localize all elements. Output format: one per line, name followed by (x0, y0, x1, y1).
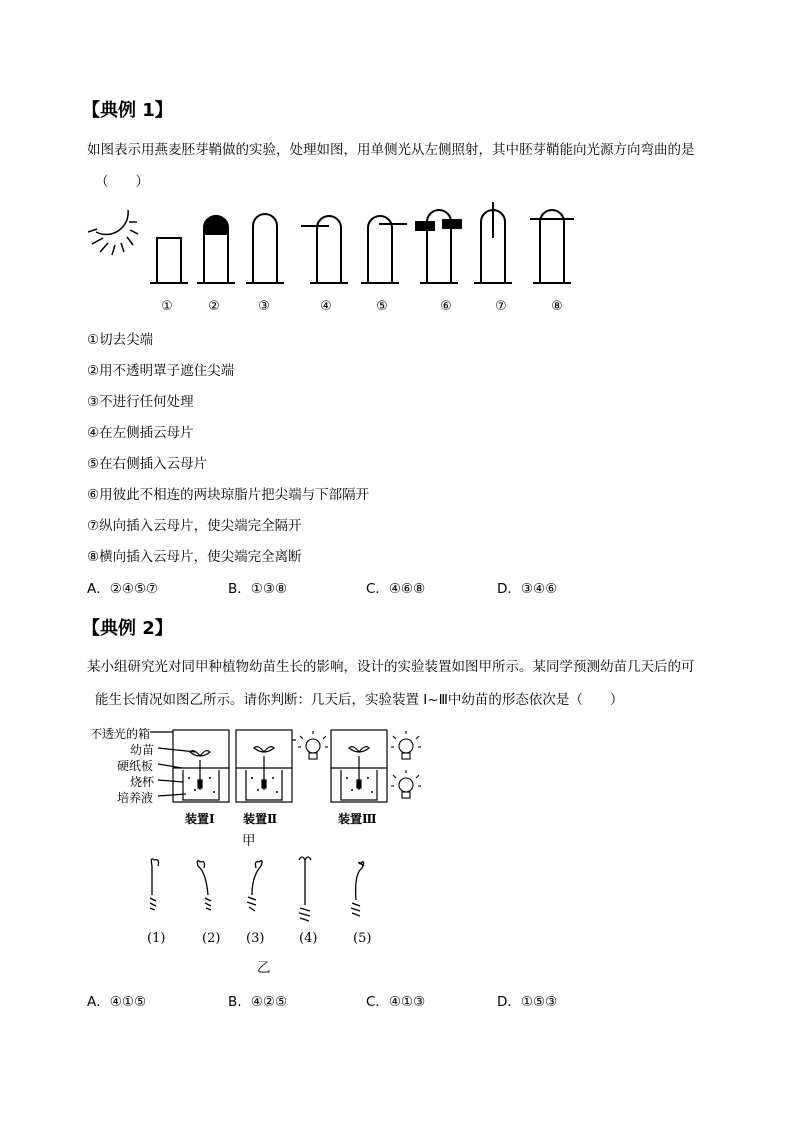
treatment-3: ③不进行任何处理 (87, 394, 194, 410)
label-seedling: 幼苗 (130, 743, 155, 757)
example1-option-d[interactable]: D．③④⑥ (497, 581, 558, 597)
figure-number-2: ② (208, 299, 220, 314)
example1-title: 【典例 1】 (82, 100, 173, 121)
figure-number-5: ⑤ (376, 299, 388, 314)
example2-option-b[interactable]: B．④②⑤ (228, 994, 288, 1010)
example1-answer-blank: （ ） (95, 174, 149, 190)
treatment-5: ⑤在右侧插入云母片 (87, 456, 208, 472)
example2-title: 【典例 2】 (82, 618, 173, 639)
example1-option-a[interactable]: A．②④⑤⑦ (87, 581, 159, 597)
example2-option-a[interactable]: A．④①⑤ (87, 994, 147, 1010)
figure-number-3: ③ (258, 299, 270, 314)
treatment-1: ①切去尖端 (87, 332, 154, 348)
treatment-2: ②用不透明罩子遮住尖端 (87, 363, 235, 379)
device-3-caption: 装置Ⅲ (338, 812, 377, 826)
figure-a-caption: 甲 (242, 833, 256, 849)
example2-option-d[interactable]: D．①⑤③ (497, 994, 558, 1010)
figure-number-6: ⑥ (440, 299, 452, 314)
treatment-6: ⑥用彼此不相连的两块琼脂片把尖端与下部隔开 (87, 487, 370, 503)
seedling-2 (197, 861, 211, 910)
example1-option-c[interactable]: C．④⑥⑧ (366, 581, 426, 597)
figure-b-caption: 乙 (257, 960, 271, 976)
treatment-7: ⑦纵向插入云母片，使尖端完全隔开 (87, 518, 302, 534)
treatment-8: ⑧横向插入云母片，使尖端完全离断 (87, 549, 302, 565)
figure-number-7: ⑦ (495, 299, 507, 314)
label-cardboard: 硬纸板 (117, 759, 154, 773)
example1-option-b[interactable]: B．①③⑧ (228, 581, 288, 597)
seedling-4 (299, 857, 311, 921)
label-nutrient-solution: 培养液 (117, 791, 154, 805)
treatment-4: ④在左侧插云母片 (87, 425, 194, 441)
seedling-number-2: (2) (202, 931, 221, 946)
seedling-1 (150, 859, 159, 910)
example2-question-line2: 能生长情况如图乙所示。请你判断：几天后，实验装置 I~Ⅲ中幼苗的形态依次是（ ） (95, 692, 624, 708)
example1-question: 如图表示用燕麦胚芽鞘做的实验，处理如图，用单侧光从左侧照射，其中胚芽鞘能向光源方向弯曲的是 (87, 142, 695, 158)
device-1-caption: 装置Ⅰ (185, 812, 215, 826)
seedling-number-1: (1) (147, 931, 166, 946)
figure-number-8: ⑧ (551, 299, 563, 314)
seedling-number-4: (4) (299, 931, 318, 946)
figure-number-1: ① (161, 299, 173, 314)
example2-question-line1: 某小组研究光对同甲种植物幼苗生长的影响，设计的实验装置如图甲所示。某同学预测幼苗几天后的可 (87, 659, 695, 675)
label-opaque-box: 不透光的箱 (90, 727, 151, 741)
label-beaker: 烧杯 (130, 775, 155, 789)
seedling-5 (351, 862, 364, 916)
figure-number-4: ④ (320, 299, 332, 314)
seedling-3 (247, 861, 262, 911)
seedling-number-3: (3) (246, 931, 265, 946)
example2-option-c[interactable]: C．④①③ (366, 994, 426, 1010)
device-2-caption: 装置Ⅱ (243, 812, 278, 826)
seedling-number-5: (5) (353, 931, 372, 946)
